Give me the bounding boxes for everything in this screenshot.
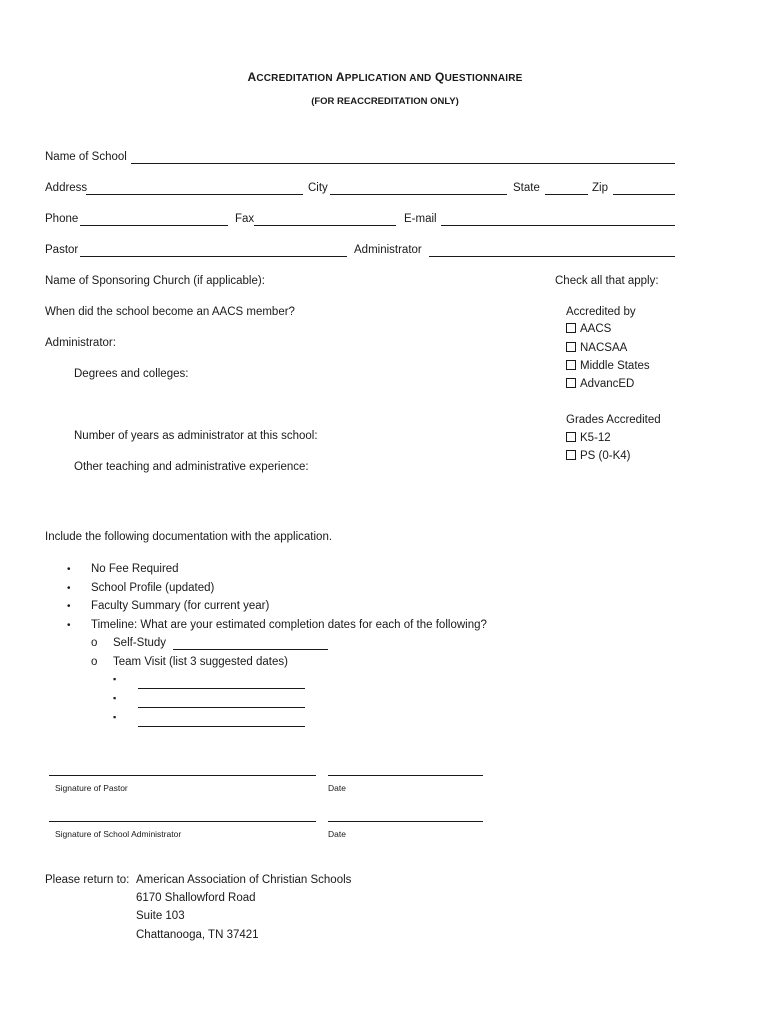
pastor-label: Pastor — [45, 244, 79, 256]
address-field[interactable] — [86, 194, 303, 195]
name-of-school-field[interactable] — [131, 163, 675, 164]
checklist-header: Check all that apply: — [555, 275, 659, 287]
checkbox-icon[interactable] — [566, 378, 576, 388]
team-visit-label: Team Visit (list 3 suggested dates) — [113, 656, 288, 668]
return-label: Please return to: — [45, 874, 130, 886]
return-address-line: Suite 103 — [136, 910, 185, 922]
square-bullet-icon: ▪ — [113, 693, 117, 703]
pastor-date-label: Date — [328, 783, 346, 793]
pastor-signature-label: Signature of Pastor — [55, 783, 128, 793]
checkbox-k5-12[interactable]: K5-12 — [566, 432, 611, 444]
state-label: State — [513, 182, 540, 194]
administrator-label: Administrator — [354, 244, 422, 256]
administrator-section-label: Administrator: — [45, 337, 116, 349]
name-of-school-label: Name of School — [45, 151, 127, 163]
administrator-field[interactable] — [429, 256, 675, 257]
checkbox-ps[interactable]: PS (0-K4) — [566, 450, 631, 462]
pastor-field[interactable] — [80, 256, 347, 257]
doc-item: School Profile (updated) — [91, 582, 215, 594]
documentation-intro: Include the following documentation with the application. — [45, 531, 333, 543]
fax-field[interactable] — [254, 225, 396, 226]
city-field[interactable] — [330, 194, 507, 195]
checkbox-icon[interactable] — [566, 360, 576, 370]
bullet-icon: • — [67, 620, 71, 631]
checkbox-advanced[interactable]: AdvancED — [566, 378, 634, 390]
square-bullet-icon: ▪ — [113, 674, 117, 684]
email-label: E-mail — [404, 213, 437, 225]
team-visit-date-3[interactable] — [138, 726, 305, 727]
administrator-signature-line[interactable] — [49, 821, 316, 822]
email-field[interactable] — [441, 225, 675, 226]
degrees-label: Degrees and colleges: — [74, 368, 189, 380]
grades-accredited-label: Grades Accredited — [566, 414, 661, 426]
checkbox-icon[interactable] — [566, 323, 576, 333]
checkbox-middle-states[interactable]: Middle States — [566, 360, 650, 372]
zip-label: Zip — [592, 182, 608, 194]
team-visit-date-1[interactable] — [138, 688, 305, 689]
checkbox-aacs[interactable]: AACS — [566, 323, 611, 335]
bullet-icon: • — [67, 564, 71, 575]
state-field[interactable] — [545, 194, 588, 195]
checkbox-icon[interactable] — [566, 432, 576, 442]
return-address-line: 6170 Shallowford Road — [136, 892, 256, 904]
checkbox-icon[interactable] — [566, 450, 576, 460]
zip-field[interactable] — [613, 194, 675, 195]
administrator-date-label: Date — [328, 829, 346, 839]
return-address-line: American Association of Christian Schools — [136, 874, 352, 886]
checkbox-icon[interactable] — [566, 342, 576, 352]
fax-label: Fax — [235, 213, 255, 225]
phone-label: Phone — [45, 213, 79, 225]
address-label: Address — [45, 182, 88, 194]
administrator-date-line[interactable] — [328, 821, 483, 822]
experience-label: Other teaching and administrative experience: — [74, 461, 309, 473]
return-address-line: Chattanooga, TN 37421 — [136, 929, 259, 941]
phone-field[interactable] — [80, 225, 228, 226]
sponsoring-church-label: Name of Sponsoring Church (if applicable): — [45, 275, 265, 287]
bullet-icon: • — [67, 583, 71, 594]
self-study-label: Self-Study — [113, 637, 167, 649]
years-label: Number of years as administrator at this school: — [74, 430, 318, 442]
sub-bullet-icon: o — [91, 637, 98, 649]
doc-item: Timeline: What are your estimated completion dates for each of the following? — [91, 619, 487, 631]
document-title: ACCREDITATION APPLICATION AND QUESTIONNAIRE — [247, 70, 523, 84]
pastor-signature-line[interactable] — [49, 775, 316, 776]
accredited-by-label: Accredited by — [566, 306, 636, 318]
self-study-date-field[interactable] — [173, 649, 328, 650]
bullet-icon: • — [67, 601, 71, 612]
checkbox-nacsaa[interactable]: NACSAA — [566, 342, 627, 354]
square-bullet-icon: ▪ — [113, 712, 117, 722]
team-visit-date-2[interactable] — [138, 707, 305, 708]
administrator-signature-label: Signature of School Administrator — [55, 829, 182, 839]
city-label: City — [308, 182, 328, 194]
sub-bullet-icon: o — [91, 656, 98, 668]
document-subtitle: (FOR REACCREDITATION ONLY) — [311, 96, 459, 107]
doc-item: Faculty Summary (for current year) — [91, 600, 270, 612]
aacs-member-label: When did the school become an AACS member? — [45, 306, 295, 318]
pastor-date-line[interactable] — [328, 775, 483, 776]
doc-item: No Fee Required — [91, 563, 179, 575]
